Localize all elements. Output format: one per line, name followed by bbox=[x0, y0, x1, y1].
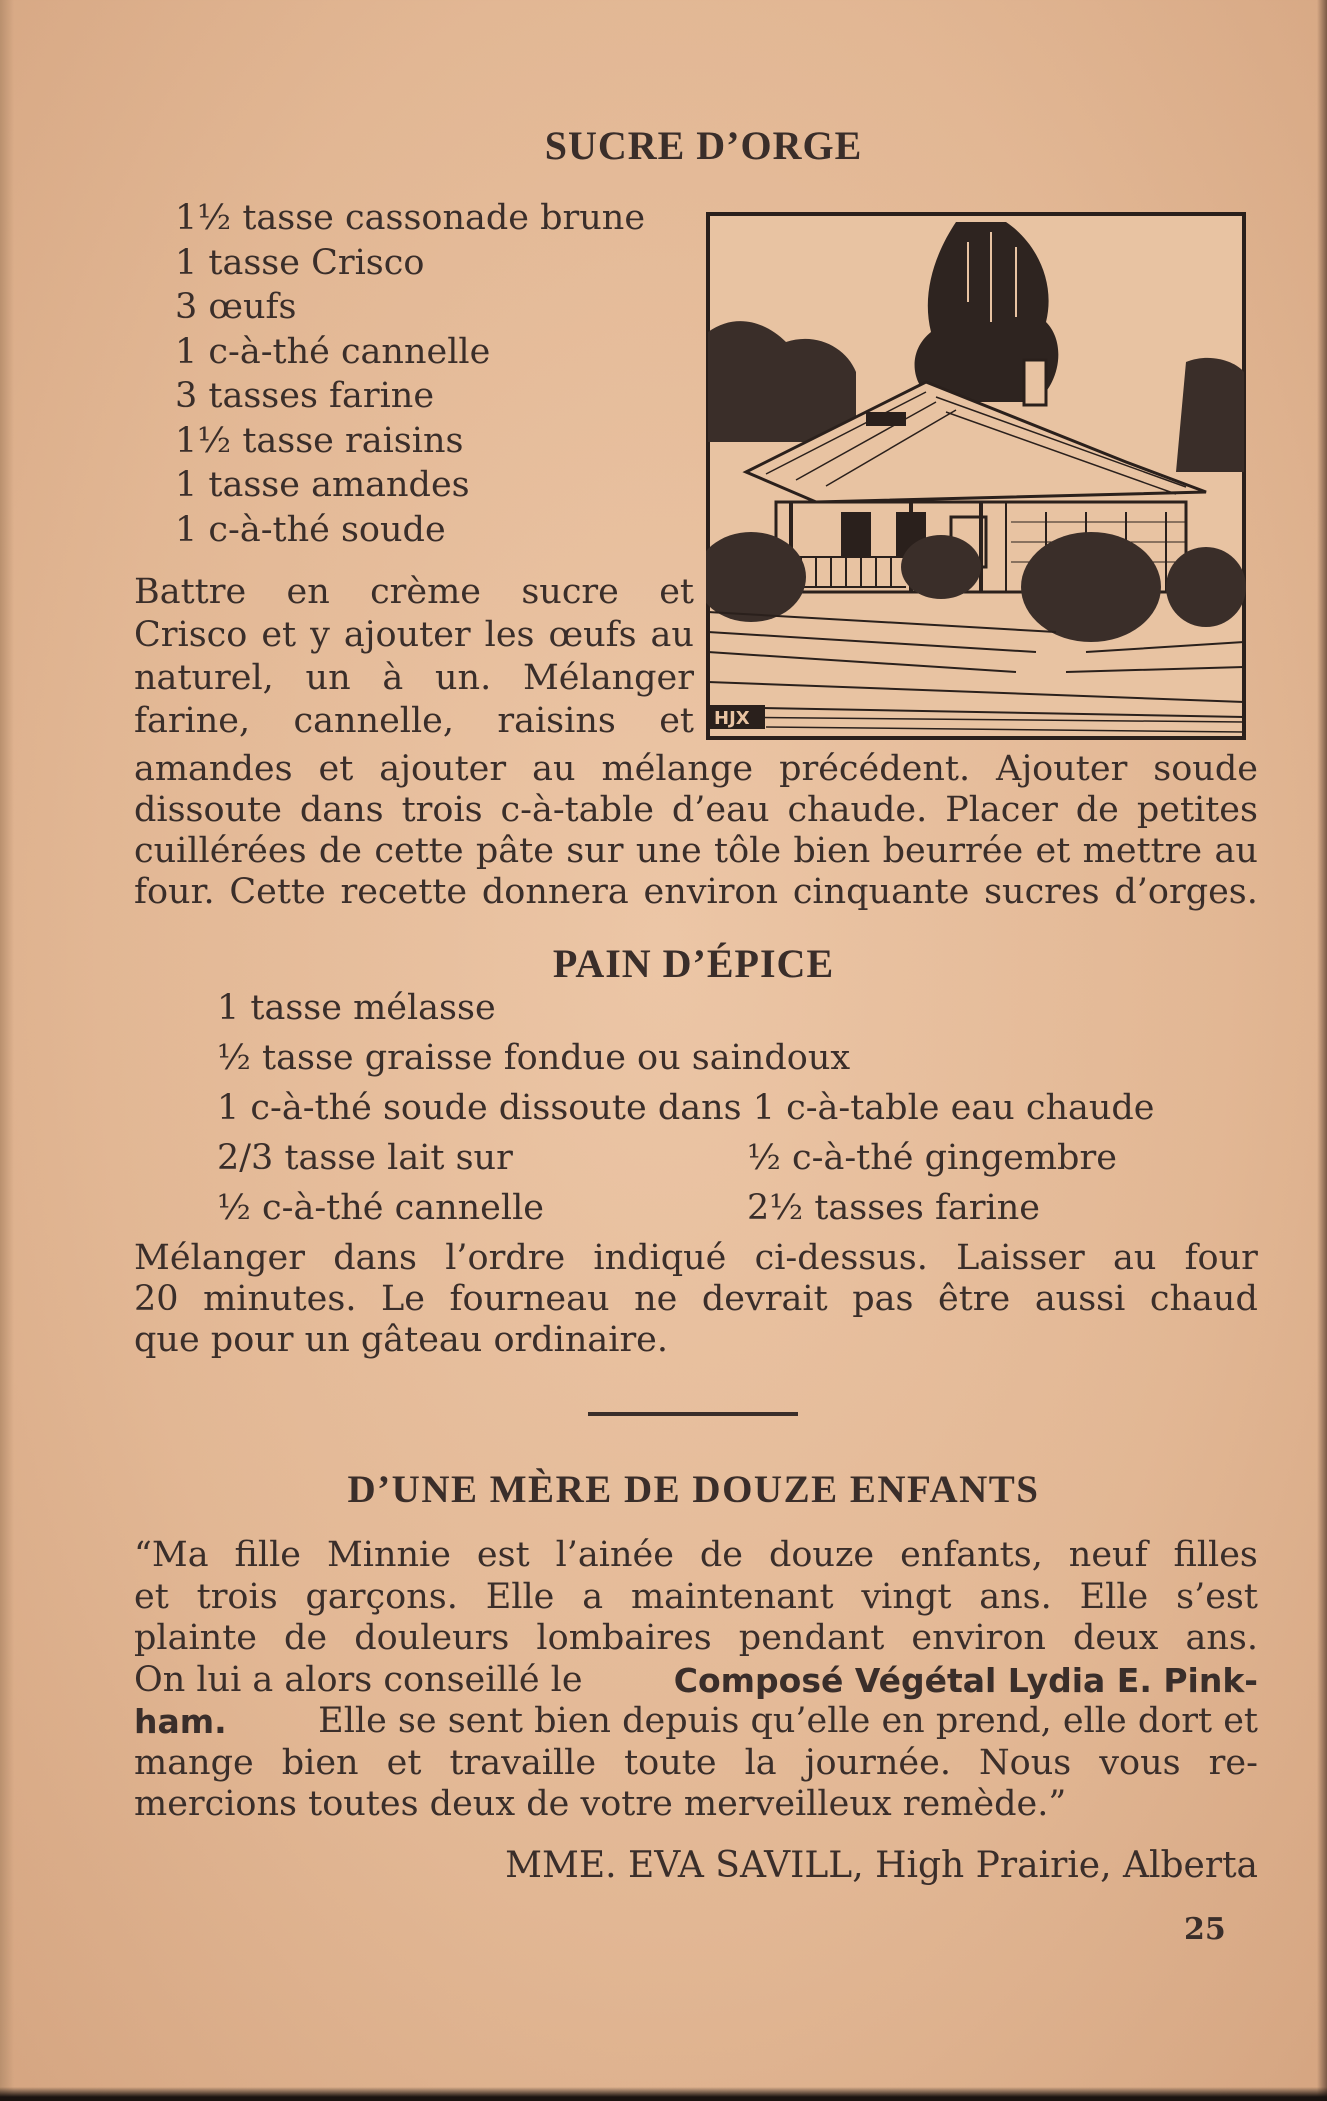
word: de bbox=[699, 1535, 744, 1575]
recipe1-ingredient-list bbox=[175, 196, 645, 552]
instruction-line bbox=[134, 657, 694, 700]
word: Crisco bbox=[134, 615, 248, 655]
instruction-line bbox=[134, 749, 1258, 790]
testimonial-title: D’UNE MÈRE DE DOUZE ENFANTS bbox=[347, 1468, 1040, 1511]
word: cinquante bbox=[792, 872, 970, 912]
instruction-line: que pour un gâteau ordinaire. bbox=[134, 1320, 669, 1360]
word: s’est bbox=[1176, 1576, 1258, 1617]
testimonial-text-segment: Elle se sent bien depuis qu’elle en prend, elle dort et bbox=[318, 1701, 1258, 1741]
word: Mélanger bbox=[522, 658, 694, 698]
house-illustration bbox=[706, 212, 1246, 740]
product-name: Composé Végétal Lydia E. Pink- bbox=[673, 1660, 1258, 1700]
page-edge-left bbox=[0, 0, 14, 2101]
recipe1-title: SUCRE D’ORGE bbox=[544, 123, 863, 168]
word: mange bbox=[134, 1742, 254, 1783]
testimonial-line bbox=[134, 1660, 1258, 1702]
word: indiqué bbox=[593, 1238, 727, 1278]
word: aussi bbox=[1034, 1279, 1126, 1319]
word: y bbox=[310, 615, 330, 655]
testimonial-line bbox=[134, 1618, 1258, 1660]
word: et bbox=[261, 615, 297, 655]
page-edge-bottom bbox=[0, 2087, 1327, 2101]
word: à bbox=[382, 658, 404, 698]
word: four bbox=[1184, 1238, 1258, 1278]
testimonial-text bbox=[134, 1535, 1258, 1826]
word: dans bbox=[333, 1238, 417, 1278]
word: re- bbox=[1208, 1742, 1258, 1783]
section-divider bbox=[588, 1412, 798, 1416]
word: trois bbox=[401, 790, 483, 830]
product-name-end: ham. bbox=[134, 1702, 227, 1741]
word: cette bbox=[374, 831, 464, 871]
word: deux bbox=[1073, 1618, 1159, 1658]
word: plainte bbox=[134, 1618, 257, 1658]
word: amandes bbox=[134, 749, 293, 789]
recipe1-instructions-wrapped bbox=[134, 571, 694, 743]
word: pâte bbox=[475, 831, 554, 871]
instruction-line bbox=[134, 1279, 1258, 1320]
word: beurrée bbox=[882, 831, 1024, 871]
page-number: 25 bbox=[1184, 1912, 1226, 1947]
word: mettre bbox=[1082, 831, 1203, 871]
word: fourneau bbox=[449, 1279, 610, 1319]
word: ne bbox=[634, 1279, 678, 1319]
word: toute bbox=[624, 1742, 717, 1783]
word: petites bbox=[1136, 790, 1258, 830]
word: au bbox=[532, 749, 576, 789]
ingredient: 3 tasses farine bbox=[175, 376, 435, 416]
word: minutes. bbox=[203, 1279, 357, 1319]
word: sucres bbox=[984, 872, 1100, 912]
testimonial-line bbox=[134, 1701, 1258, 1743]
instruction-line bbox=[134, 571, 694, 614]
word: travaille bbox=[449, 1742, 597, 1783]
word: fille bbox=[234, 1535, 301, 1575]
word: une bbox=[635, 831, 702, 871]
word: dans bbox=[299, 790, 384, 830]
word: garçons. bbox=[305, 1576, 458, 1617]
word: l’ainée bbox=[555, 1535, 674, 1575]
word: œufs bbox=[548, 615, 637, 655]
word: four. bbox=[134, 872, 215, 912]
word: vingt bbox=[861, 1576, 952, 1617]
word: bien bbox=[793, 831, 871, 871]
word: en bbox=[286, 572, 330, 612]
word: Minnie bbox=[326, 1535, 451, 1575]
ingredient: 1 tasse amandes bbox=[175, 465, 470, 505]
word: un bbox=[305, 658, 351, 698]
instruction-line bbox=[134, 614, 694, 657]
word: de bbox=[318, 831, 363, 871]
word: a bbox=[582, 1576, 604, 1617]
ingredient: ½ tasse graisse fondue ou saindoux bbox=[217, 1038, 851, 1078]
ingredient: 1½ tasse raisins bbox=[175, 420, 464, 461]
word: recette bbox=[340, 872, 468, 912]
ingredient: 1½ tasse cassonade brune bbox=[175, 198, 646, 238]
word: et bbox=[134, 1576, 169, 1617]
word: ans. bbox=[1185, 1618, 1258, 1658]
instruction-line bbox=[134, 790, 1258, 831]
word: Laisser bbox=[956, 1238, 1085, 1278]
ingredient: 3 œufs bbox=[175, 287, 297, 327]
word: pas bbox=[852, 1279, 914, 1319]
testimonial-line bbox=[134, 1535, 1258, 1577]
word: d’orges. bbox=[1114, 872, 1258, 912]
ingredient: 1 tasse mélasse bbox=[217, 988, 496, 1028]
word: les bbox=[484, 615, 535, 655]
word: au bbox=[1112, 1238, 1157, 1278]
word: chaude. bbox=[787, 790, 928, 830]
word: est bbox=[476, 1535, 530, 1575]
recipe2-ingredient-list bbox=[217, 983, 1155, 1233]
word: ci-dessus. bbox=[754, 1238, 928, 1278]
word: Cette bbox=[229, 872, 326, 912]
ingredient-pair bbox=[217, 1133, 1155, 1183]
word: Le bbox=[381, 1279, 425, 1319]
testimonial-signature: MME. EVA SAVILL, High Prairie, Alberta bbox=[505, 1845, 1258, 1886]
word: donnera bbox=[481, 872, 629, 912]
ingredient: 1 c-à-thé cannelle bbox=[175, 331, 491, 372]
ingredient: 1 c-à-thé soude dissoute dans 1 c-à-table eau chaude bbox=[217, 1088, 1155, 1128]
word: bien bbox=[281, 1742, 359, 1783]
word: journée. bbox=[804, 1742, 951, 1783]
word: Battre bbox=[134, 572, 247, 612]
testimonial-line bbox=[134, 1577, 1258, 1619]
word: l’ordre bbox=[445, 1238, 566, 1278]
word: chaud bbox=[1149, 1279, 1258, 1319]
word: douleurs bbox=[354, 1618, 510, 1658]
recipe1-instructions-full bbox=[134, 749, 1258, 913]
word: dissoute bbox=[134, 790, 282, 830]
ingredient: 1 c-à-thé soude bbox=[175, 509, 446, 550]
word: Elle bbox=[485, 1576, 555, 1617]
word: neuf bbox=[1068, 1535, 1148, 1575]
word: être bbox=[938, 1279, 1011, 1319]
testimonial-line bbox=[134, 1743, 1258, 1785]
word: soude bbox=[1153, 749, 1258, 789]
word: sucre bbox=[521, 572, 619, 612]
word: de bbox=[284, 1618, 328, 1658]
word: maintenant bbox=[630, 1576, 834, 1617]
word: et bbox=[659, 701, 694, 741]
word: naturel, bbox=[134, 658, 274, 698]
word: au bbox=[1214, 831, 1258, 871]
word: et bbox=[318, 749, 354, 789]
word: et bbox=[386, 1742, 422, 1783]
word: filles bbox=[1173, 1535, 1258, 1575]
word: environ bbox=[643, 872, 779, 912]
word: Placer bbox=[945, 790, 1058, 830]
word: 20 bbox=[134, 1279, 179, 1319]
word: cannelle, bbox=[293, 701, 455, 741]
word: vous bbox=[1099, 1742, 1181, 1783]
word: sur bbox=[566, 831, 624, 871]
word: cuillérées bbox=[134, 831, 307, 871]
ingredient: 1 tasse Crisco bbox=[175, 242, 425, 283]
ingredient: 2/3 tasse lait sur bbox=[217, 1138, 513, 1178]
word: de bbox=[1075, 790, 1119, 830]
recipe2-title: PAIN D’ÉPICE bbox=[552, 941, 835, 986]
ingredient: ½ c-à-thé cannelle bbox=[217, 1188, 544, 1228]
word: Nous bbox=[979, 1742, 1072, 1783]
ingredient: 2½ tasses farine bbox=[747, 1188, 1040, 1228]
word: ajouter bbox=[343, 615, 471, 655]
word: Mélanger bbox=[134, 1238, 306, 1278]
word: environ bbox=[911, 1618, 1046, 1658]
word: lombaires bbox=[536, 1618, 712, 1658]
word: trois bbox=[196, 1576, 278, 1617]
word: d’eau bbox=[671, 790, 770, 830]
instruction-line bbox=[134, 1238, 1258, 1279]
word: c-à-table bbox=[500, 790, 654, 830]
instruction-line bbox=[134, 872, 1258, 913]
word: un. bbox=[435, 658, 492, 698]
word: Ajouter bbox=[996, 749, 1128, 789]
page-edge-right bbox=[1317, 0, 1327, 2101]
illustration-signature: HJX bbox=[714, 708, 750, 729]
word: ans. bbox=[979, 1576, 1052, 1617]
word: au bbox=[650, 615, 694, 655]
testimonial-text-segment: On lui a alors conseillé le bbox=[134, 1659, 583, 1700]
testimonial-line: mercions toutes deux de votre merveilleux remède.” bbox=[134, 1784, 1067, 1824]
word: raisins bbox=[497, 701, 616, 741]
instruction-line bbox=[134, 700, 694, 743]
word: farine, bbox=[134, 701, 251, 741]
word: la bbox=[744, 1742, 777, 1783]
word: Elle bbox=[1079, 1576, 1149, 1617]
word: douze bbox=[768, 1535, 875, 1575]
recipe2-instructions bbox=[134, 1238, 1258, 1361]
word: enfants, bbox=[900, 1535, 1043, 1575]
word: ajouter bbox=[379, 749, 507, 789]
word: devrait bbox=[701, 1279, 828, 1319]
word: crème bbox=[370, 572, 482, 612]
instruction-line bbox=[134, 831, 1258, 872]
word: et bbox=[659, 572, 694, 612]
ingredient: ½ c-à-thé gingembre bbox=[747, 1138, 1117, 1178]
word: précédent. bbox=[779, 749, 971, 789]
ingredient-pair bbox=[217, 1183, 1155, 1233]
word: “Ma bbox=[134, 1535, 209, 1575]
word: tôle bbox=[714, 831, 782, 871]
word: et bbox=[1035, 831, 1071, 871]
word: pendant bbox=[738, 1618, 885, 1658]
word: mélange bbox=[601, 749, 754, 789]
